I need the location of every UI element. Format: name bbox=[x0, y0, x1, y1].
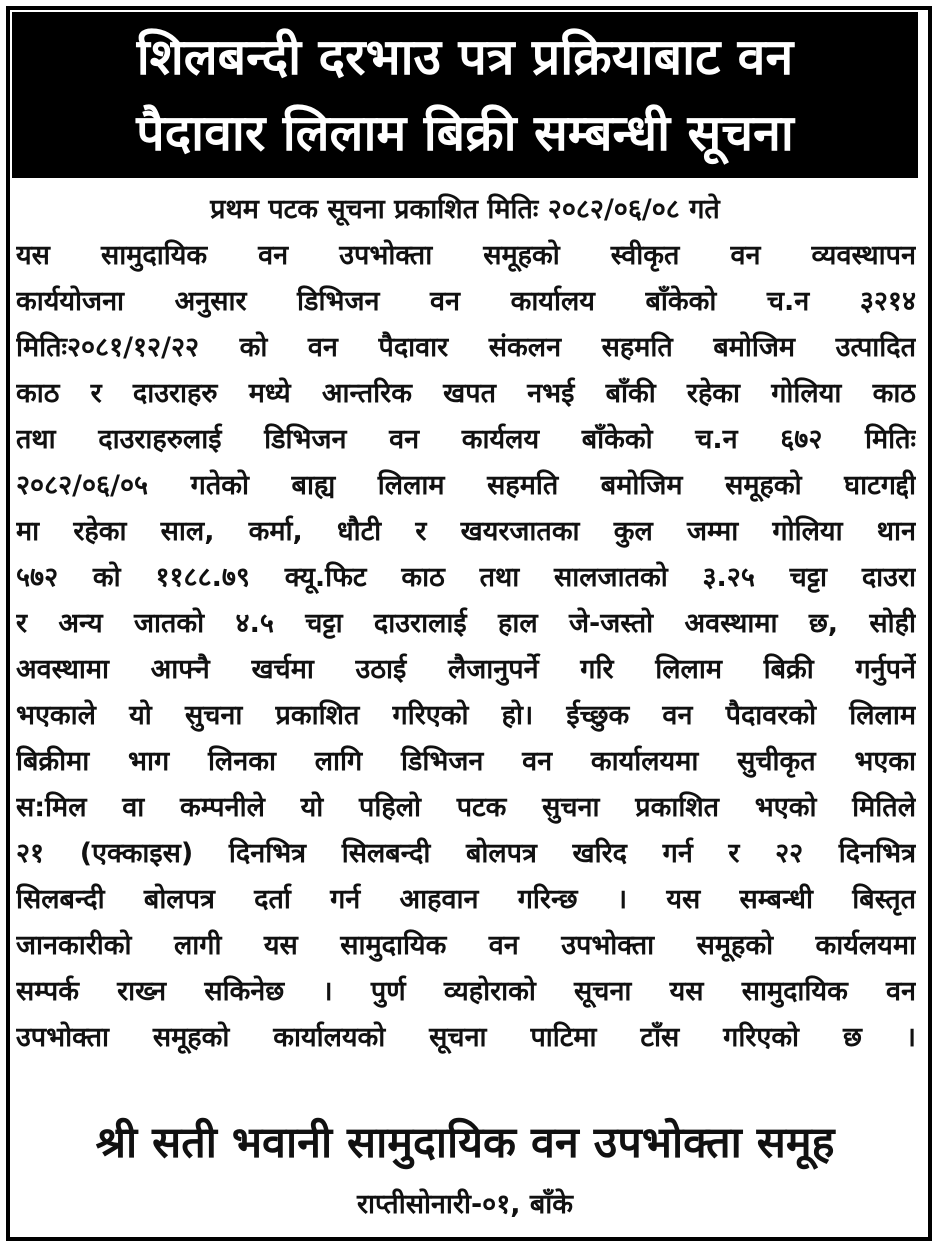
body-line: २१ (एक्काइस) दिनभित्र सिलबन्दी बोलपत्र खरिद गर्न र २२ दिनभित्र bbox=[16, 838, 916, 869]
body-line: र अन्य जातको ४.५ चट्टा दाउरालाई हाल जे-जस्तो अवस्थामा छ, सोही bbox=[16, 608, 916, 639]
body-line: तथा दाउराहरुलाई डिभिजन वन कार्यलय बाँकेको च.न ६७२ मितिः bbox=[16, 424, 916, 455]
notice-title-line-2: पैदावार लिलाम बिक्री सम्बन्धी सूचना bbox=[136, 104, 794, 162]
organization-address: राप्तीसोनारी-०१, बाँके bbox=[356, 1189, 574, 1220]
body-line: ५७२ को ११८८.७९ क्यू.फिट काठ तथा सालजातको ३.२५ चट्टा दाउरा bbox=[16, 562, 916, 593]
body-line: मा रहेका साल, कर्मा, धौटी र खयरजातका कुल जम्मा गोलिया थान bbox=[16, 516, 916, 547]
body-line: जानकारीको लागी यस सामुदायिक वन उपभोक्ता समूहको कार्यलयमा bbox=[16, 930, 916, 961]
body-line: अवस्थामा आफ्नै खर्चमा उठाई लैजानुपर्ने गरि लिलाम बिक्री गर्नुपर्ने bbox=[16, 654, 916, 685]
notice-title-line-1: शिलबन्दी दरभाउ पत्र प्रक्रियाबाट वन bbox=[136, 28, 794, 86]
body-line: यस सामुदायिक वन उपभोक्ता समूहको स्वीकृत वन व्यवस्थापन bbox=[16, 240, 916, 271]
body-line: सम्पर्क राख्न सकिनेछ । पुर्ण व्यहोराको सूचना यस सामुदायिक वन bbox=[16, 976, 916, 1007]
notice-title-banner bbox=[12, 12, 918, 178]
organization-name: श्री सती भवानी सामुदायिक वन उपभोक्ता समूह bbox=[95, 1118, 835, 1168]
body-line: भएकाले यो सुचना प्रकाशित गरिएको हो। ईच्छुक वन पैदावरको लिलाम bbox=[16, 700, 916, 731]
body-line: काठ र दाउराहरु मध्ये आन्तरिक खपत नभई बाँकी रहेका गोलिया काठ bbox=[16, 378, 916, 409]
body-line: उपभोक्ता समूहको कार्यालयको सूचना पाटिमा टाँस गरिएको छ । bbox=[16, 1022, 916, 1053]
body-line: मितिः२०८१/१२/२२ को वन पैदावार संकलन सहमति बमोजिम उत्पादित bbox=[16, 332, 916, 363]
body-line: बिक्रीमा भाग लिनका लागि डिभिजन वन कार्यालयमा सुचीकृत भएका bbox=[16, 746, 916, 777]
body-line: सिलबन्दी बोलपत्र दर्ता गर्न आहवान गरिन्छ । यस सम्बन्धी बिस्तृत bbox=[16, 884, 916, 915]
body-line: २०८२/०६/०५ गतेको बाह्य लिलाम सहमति बमोजिम समूहको घाटगद्दी bbox=[16, 470, 916, 501]
body-line: कार्ययोजना अनुसार डिभिजन वन कार्यालय बाँकेको च.न ३२१४ bbox=[16, 286, 916, 317]
notice-body bbox=[16, 233, 916, 1061]
publication-date: प्रथम पटक सूचना प्रकाशित मितिः २०८२/०६/०८ गते bbox=[210, 194, 720, 225]
body-line: स:मिल वा कम्पनीले यो पहिलो पटक सुचना प्रकाशित भएको मितिले bbox=[16, 792, 916, 823]
